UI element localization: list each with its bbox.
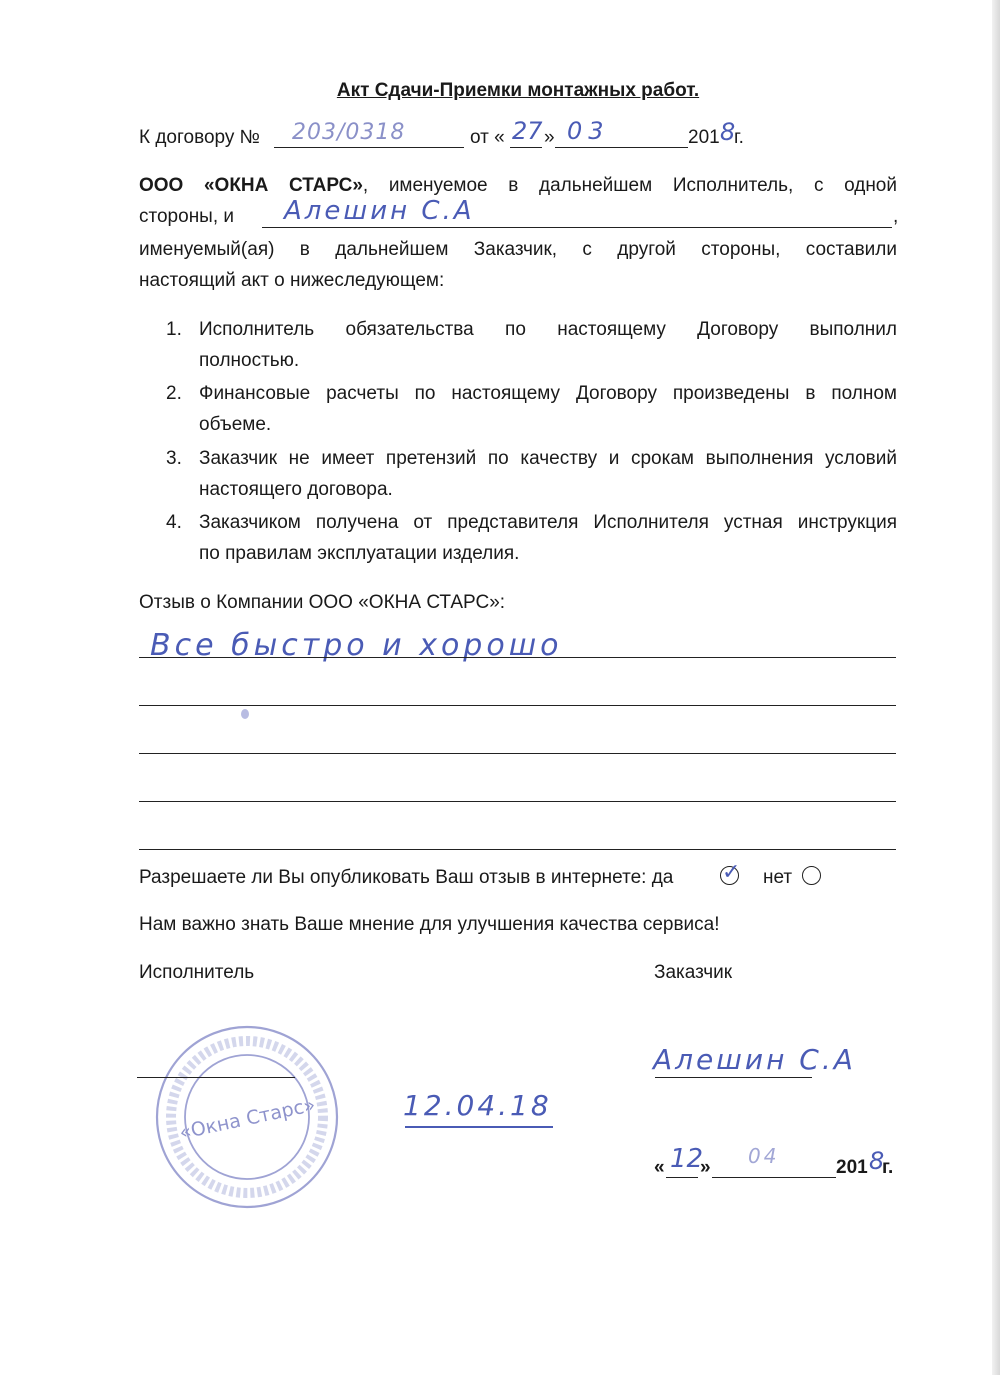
customer-date-close: » (700, 1157, 711, 1178)
item-3-number: 3. (166, 448, 182, 469)
contract-day-underline (510, 147, 542, 148)
executor-date-handwriting: 12.04.18 (403, 1089, 552, 1122)
customer-date-month-underline (712, 1177, 836, 1178)
intro-line-4: настоящий акт о нижеследующем: (139, 270, 445, 291)
customer-name-underline (262, 227, 892, 228)
intro-line-3: именуемый(ая) в дальнейшем Заказчик, с другой стороны, составили (139, 239, 897, 260)
company-name: ООО «ОКНА СТАРС» (139, 175, 363, 196)
review-handwriting: Все быстро и хорошо (150, 628, 563, 663)
item-2-line-2: объеме. (199, 414, 272, 435)
item-1-line-1: Исполнитель обязательства по настоящему Договору выполнил (199, 319, 897, 340)
contract-no-handwriting: 203/0318 (292, 120, 406, 145)
ink-blot (241, 709, 249, 719)
contract-from: от « (470, 127, 505, 148)
intro-line-2-prefix: стороны, и (139, 206, 235, 227)
contract-prefix: К договору № (139, 127, 261, 148)
item-2-line-1: Финансовые расчеты по настоящему Договору произведены в полном (199, 383, 897, 404)
document-title: Акт Сдачи-Приемки монтажных работ. (336, 80, 700, 101)
customer-signature-line (655, 1077, 812, 1078)
executor-signature-line (137, 1077, 295, 1078)
publish-no-label: нет (763, 867, 793, 888)
item-2-number: 2. (166, 383, 182, 404)
contract-year-suffix: г. (734, 127, 744, 148)
publish-yes-checkmark: ✓ (722, 860, 741, 885)
review-line-2 (139, 705, 896, 706)
review-label: Отзыв о Компании ООО «ОКНА СТАРС»: (139, 592, 506, 613)
customer-date-year-digit-handwriting: 8 (869, 1147, 885, 1175)
customer-date-day-underline (666, 1177, 698, 1178)
publish-question: Разрешаете ли Вы опубликовать Ваш отзыв в интернете: да (139, 867, 674, 888)
customer-date-month-handwriting: 04 (748, 1144, 780, 1168)
intro-line-1 (139, 174, 897, 198)
review-line-5 (139, 849, 896, 850)
executor-label: Исполнитель (139, 962, 255, 983)
feedback-note: Нам важно знать Ваше мнение для улучшения качества сервиса! (139, 914, 720, 935)
contract-year-prefix: 201 (688, 127, 720, 148)
company-stamp (152, 1022, 342, 1212)
customer-date-open: « (654, 1157, 665, 1178)
contract-month-underline (555, 147, 688, 148)
item-3-line-1: Заказчик не имеет претензий по качеству и срокам выполнения условий (199, 448, 897, 469)
item-1-number: 1. (166, 319, 182, 340)
item-4-line-1: Заказчиком получена от представителя Исполнителя устная инструкция (199, 512, 897, 533)
customer-signature-handwriting: Алешин С.А (653, 1043, 856, 1076)
scan-edge (992, 0, 1000, 1375)
customer-label: Заказчик (654, 962, 733, 983)
intro-line-2-suffix: , (893, 206, 899, 227)
customer-date-year-prefix: 201 (836, 1157, 868, 1178)
item-4-line-2: по правилам эксплуатации изделия. (199, 543, 520, 564)
review-line-3 (139, 753, 896, 754)
publish-no-checkbox[interactable] (802, 866, 821, 885)
customer-date-day-handwriting: 12 (670, 1144, 704, 1174)
customer-name-handwriting: Алешин С.А (284, 196, 475, 226)
stamp-text: «Окна Старс» (177, 1093, 318, 1145)
executor-date-underline (405, 1126, 553, 1128)
contract-day-handwriting: 27 (512, 117, 543, 145)
intro-line-1-rest: , именуемое в дальнейшем Исполнитель, с одной (362, 175, 897, 196)
contract-day-close: » (544, 127, 555, 148)
contract-no-underline (274, 147, 464, 148)
contract-year-digit-handwriting: 8 (720, 118, 736, 146)
item-4-number: 4. (166, 512, 182, 533)
item-1-line-2: полностью. (199, 350, 300, 371)
item-3-line-2: настоящего договора. (199, 479, 393, 500)
review-line-1 (139, 657, 896, 658)
customer-date-suffix: г. (882, 1157, 894, 1178)
contract-month-handwriting: 03 (567, 117, 610, 145)
review-line-4 (139, 801, 896, 802)
